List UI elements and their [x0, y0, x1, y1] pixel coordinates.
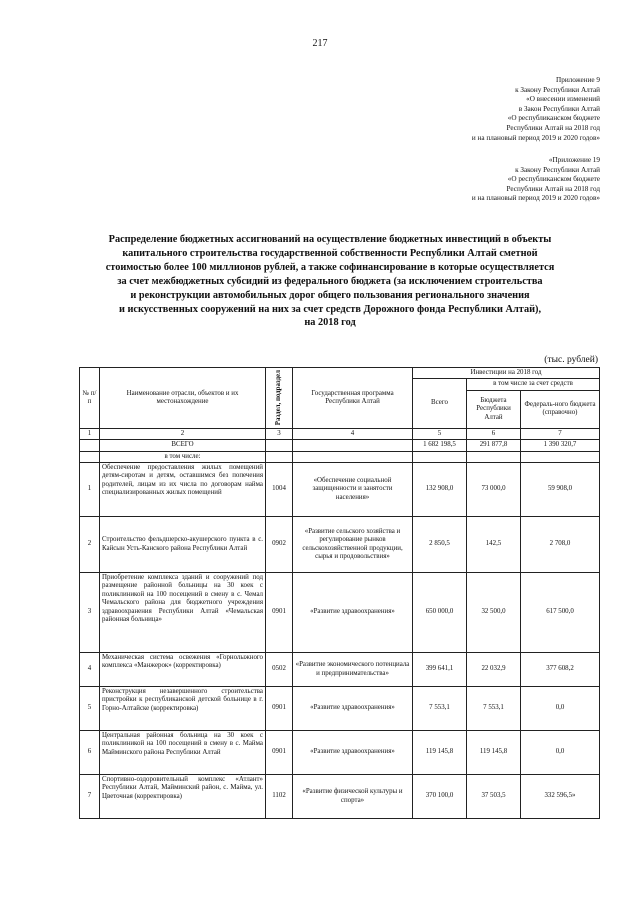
header-section-label: Раздел, подраздел: [274, 370, 282, 426]
header-section: [266, 368, 293, 429]
column-number: 1: [80, 428, 100, 439]
row-name: Реконструкция незавершенного строительства пристройки к республиканской детской больнице в г. Горно-Алтайске (корректировка): [100, 687, 266, 731]
row-num: 6: [80, 731, 100, 775]
annex-line: «О республиканском бюджете: [507, 114, 600, 123]
row-regional: 119 145,8: [467, 731, 521, 775]
column-number: 6: [467, 428, 521, 439]
row-program: «Развитие здравоохранения»: [293, 731, 413, 775]
annex-line: Республики Алтай на 2018 год: [506, 184, 600, 193]
annex-line: к Закону Республики Алтай: [515, 165, 600, 174]
including-row: [80, 451, 600, 462]
title-line: Распределение бюджетных ассигнований на осуществление бюджетных инвестиций в объекты: [108, 234, 552, 245]
row-total: 119 145,8: [413, 731, 467, 775]
table-row: [80, 517, 600, 573]
row-program: «Обеспечение социальной защищенности и занятости населения»: [293, 463, 413, 517]
row-program: «Развитие здравоохранения»: [293, 687, 413, 731]
column-number: 2: [100, 428, 266, 439]
annex-line: в Закон Республики Алтай: [518, 104, 600, 113]
table-row: [80, 775, 600, 819]
row-total: 2 850,5: [413, 517, 467, 573]
row-name: Строительство фельдшерско-акушерского пункта в с. Кайсын Усть-Канского района Республики Алтай: [100, 517, 266, 573]
header-regional: Бюджета Республики Алтай: [467, 390, 521, 428]
row-federal: 2 708,0: [521, 517, 600, 573]
row-num: 5: [80, 687, 100, 731]
header-num: № п/п: [80, 368, 100, 429]
row-total: 7 553,1: [413, 687, 467, 731]
row-name: Механическая система освежения «Горнолыжного комплекса «Манжерок» (корректировка): [100, 653, 266, 687]
title-line: капитального строительства государственной собственности Республики Алтай сметной: [122, 247, 538, 259]
row-regional: 22 032,9: [467, 653, 521, 687]
title-line: стоимостью более 100 миллионов рублей, а также софинансирование в которые осуществляется: [105, 261, 555, 273]
annex-line: «О внесении изменений: [526, 95, 600, 104]
total-label: ВСЕГО: [100, 440, 266, 451]
header-federal: Федераль-ного бюджета (справочно): [521, 390, 600, 428]
page-number: 217: [312, 38, 328, 49]
table-row: [80, 463, 600, 517]
including-label: в том числе:: [100, 451, 266, 462]
table-row: [80, 573, 600, 653]
column-number: 4: [293, 428, 413, 439]
row-section: 0901: [266, 731, 293, 775]
row-federal: 377 608,2: [521, 653, 600, 687]
row-num: 3: [80, 573, 100, 653]
header-including: в том числе за счет средств: [467, 379, 600, 390]
row-section: 0502: [266, 653, 293, 687]
total-regional: 291 877,8: [467, 440, 521, 451]
row-regional: 32 500,0: [467, 573, 521, 653]
row-section: 0901: [266, 573, 293, 653]
total-federal: 1 390 320,7: [521, 440, 600, 451]
title-line: и реконструкции автомобильных дорог общего пользования регионального значения: [130, 289, 530, 301]
annex-original: [300, 156, 600, 204]
annex-line: Приложение 9: [556, 76, 600, 84]
annex-line: к Закону Республики Алтай: [515, 85, 600, 94]
total-row: [80, 440, 600, 451]
title-line: на 2018 год: [304, 317, 356, 329]
table-row: [80, 731, 600, 775]
document-title: [60, 233, 600, 330]
annex-current: [300, 76, 600, 143]
row-name: Спортивно-оздоровительный комплекс «Атлант» Республики Алтай, Майминский район, с. Майма, ул. Цветочная (корректировка): [100, 775, 266, 819]
row-section: 0902: [266, 517, 293, 573]
row-federal: 332 596,5»: [521, 775, 600, 819]
column-number: 3: [266, 428, 293, 439]
row-federal: 0,0: [521, 731, 600, 775]
row-section: 1004: [266, 463, 293, 517]
units-label: (тыс. рублей): [544, 355, 598, 365]
table-row: [80, 653, 600, 687]
annex-line: «Приложение 19: [548, 156, 600, 164]
row-program: «Развитие физической культуры и спорта»: [293, 775, 413, 819]
row-program: «Развитие здравоохранения»: [293, 573, 413, 653]
row-regional: 142,5: [467, 517, 521, 573]
row-program: «Развитие экономического потенциала и предпринимательства»: [293, 653, 413, 687]
annex-line: и на плановый период 2019 и 2020 годов»: [471, 133, 600, 142]
column-number: 7: [521, 428, 600, 439]
row-name: Приобретение комплекса зданий и сооружений под размещение районной больницы на 30 коек с поликлиникой на 100 посещений в смену в с. Чемал Чемальского района для бюджетного учреждения здравоохранения Республики Алтай «Чемальская районная больница»: [100, 573, 266, 653]
row-program: «Развитие сельского хозяйства и регулирование рынков сельскохозяйственной продукции, сырья и продовольствия»: [293, 517, 413, 573]
row-section: 1102: [266, 775, 293, 819]
row-name: Центральная районная больница на 30 коек с поликлиникой на 100 посещений в смену в с. Майма Майминского района Республики Алтай: [100, 731, 266, 775]
column-number-row: [80, 428, 600, 439]
column-number: 5: [413, 428, 467, 439]
row-federal: 617 500,0: [521, 573, 600, 653]
total-sum: 1 682 198,5: [413, 440, 467, 451]
row-federal: 0,0: [521, 687, 600, 731]
row-num: 4: [80, 653, 100, 687]
row-total: 650 000,0: [413, 573, 467, 653]
row-total: 132 908,0: [413, 463, 467, 517]
row-federal: 59 908,0: [521, 463, 600, 517]
row-regional: 7 553,1: [467, 687, 521, 731]
row-name: Обеспечение предоставления жилых помещений детям-сиротам и детям, оставшимся без попечения родителей, лицам из их числа по договорам найма специализированных жилых помещений: [100, 463, 266, 517]
row-section: 0901: [266, 687, 293, 731]
table-row: [80, 687, 600, 731]
annex-line: «О республиканском бюджете: [507, 175, 600, 184]
annex-line: и на плановый период 2019 и 2020 годов»: [471, 194, 600, 203]
budget-table: [79, 367, 600, 819]
row-total: 399 641,1: [413, 653, 467, 687]
row-num: 1: [80, 463, 100, 517]
title-line: за счет межбюджетных субсидий из федерального бюджета (за исключением строительства: [117, 275, 543, 287]
row-regional: 73 000,0: [467, 463, 521, 517]
title-line: и искусственных сооружений на них за счет средств Дорожного фонда Республики Алтай),: [118, 303, 542, 315]
row-regional: 37 503,5: [467, 775, 521, 819]
row-num: 2: [80, 517, 100, 573]
header-total: Всего: [413, 379, 467, 428]
row-total: 370 100,0: [413, 775, 467, 819]
annex-line: Республики Алтай на 2018 год: [506, 123, 600, 132]
header-investments: Инвестиции на 2018 год: [413, 368, 600, 379]
row-num: 7: [80, 775, 100, 819]
header-program: Государственная программа Республики Алтай: [293, 368, 413, 429]
header-name: Наименование отрасли, объектов и их местонахождение: [100, 368, 266, 429]
